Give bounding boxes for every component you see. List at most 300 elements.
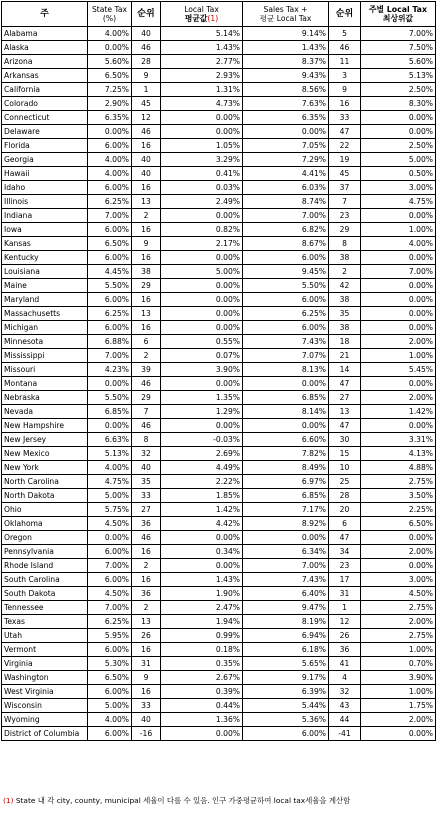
cell-max-local-tax: 2.50% — [361, 139, 436, 153]
cell-state: Arkansas — [2, 69, 88, 83]
cell-state: Oklahoma — [2, 517, 88, 531]
header-local-tax-note: (1) — [207, 14, 219, 23]
table-row — [2, 615, 436, 629]
cell-local-tax: 0.55% — [161, 335, 243, 349]
cell-local-tax: 0.00% — [161, 209, 243, 223]
cell-combined-tax: 7.43% — [243, 573, 329, 587]
cell-rank: 29 — [132, 279, 161, 293]
cell-max-local-tax: 1.00% — [361, 349, 436, 363]
cell-combined-tax: 6.82% — [243, 223, 329, 237]
cell-combined-rank: 47 — [329, 125, 361, 139]
cell-rank: 2 — [132, 349, 161, 363]
table-row — [2, 321, 436, 335]
cell-rank: 1 — [132, 83, 161, 97]
table-row — [2, 433, 436, 447]
cell-state: Iowa — [2, 223, 88, 237]
cell-combined-tax: 0.00% — [243, 125, 329, 139]
cell-state: New Hampshire — [2, 419, 88, 433]
cell-local-tax: 0.00% — [161, 251, 243, 265]
cell-state: Alaska — [2, 41, 88, 55]
cell-local-tax: 0.00% — [161, 307, 243, 321]
cell-combined-tax: 6.25% — [243, 307, 329, 321]
cell-combined-tax: 6.94% — [243, 629, 329, 643]
cell-state-tax: 6.50% — [88, 237, 132, 251]
cell-combined-tax: 6.85% — [243, 489, 329, 503]
cell-combined-tax: 8.74% — [243, 195, 329, 209]
cell-state-tax: 4.50% — [88, 587, 132, 601]
cell-combined-rank: 26 — [329, 629, 361, 643]
table-row — [2, 139, 436, 153]
header-local-tax — [161, 2, 243, 27]
cell-combined-tax: 7.29% — [243, 153, 329, 167]
cell-combined-tax: 6.00% — [243, 251, 329, 265]
cell-combined-rank: 16 — [329, 97, 361, 111]
cell-combined-tax: 5.50% — [243, 279, 329, 293]
cell-state-tax: 0.00% — [88, 531, 132, 545]
table-row — [2, 83, 436, 97]
cell-max-local-tax: 5.13% — [361, 69, 436, 83]
header-rank: 순위 — [132, 2, 161, 27]
cell-max-local-tax: 2.75% — [361, 475, 436, 489]
cell-combined-tax: 5.36% — [243, 713, 329, 727]
cell-local-tax: 2.93% — [161, 69, 243, 83]
table-row — [2, 685, 436, 699]
cell-rank: 9 — [132, 671, 161, 685]
table-row — [2, 55, 436, 69]
cell-combined-tax: 7.00% — [243, 559, 329, 573]
cell-combined-tax: 7.82% — [243, 447, 329, 461]
cell-state: Georgia — [2, 153, 88, 167]
cell-rank: 16 — [132, 545, 161, 559]
cell-state: Rhode Island — [2, 559, 88, 573]
cell-combined-rank: 13 — [329, 405, 361, 419]
cell-combined-rank: 46 — [329, 41, 361, 55]
cell-max-local-tax: 6.50% — [361, 517, 436, 531]
cell-max-local-tax: 1.00% — [361, 685, 436, 699]
cell-state-tax: 6.00% — [88, 223, 132, 237]
header-row — [2, 2, 436, 27]
cell-rank: 38 — [132, 265, 161, 279]
cell-state: Arizona — [2, 55, 88, 69]
cell-rank: 40 — [132, 153, 161, 167]
cell-combined-tax: 9.43% — [243, 69, 329, 83]
cell-local-tax: 2.47% — [161, 601, 243, 615]
cell-max-local-tax: 0.00% — [361, 209, 436, 223]
cell-combined-tax: 6.00% — [243, 727, 329, 741]
cell-state-tax: 6.25% — [88, 615, 132, 629]
table-row — [2, 475, 436, 489]
cell-state: Colorado — [2, 97, 88, 111]
table-row — [2, 125, 436, 139]
cell-rank: 13 — [132, 195, 161, 209]
cell-combined-rank: 23 — [329, 209, 361, 223]
cell-local-tax: 5.00% — [161, 265, 243, 279]
cell-local-tax: 1.05% — [161, 139, 243, 153]
cell-rank: 46 — [132, 41, 161, 55]
cell-local-tax: 4.49% — [161, 461, 243, 475]
cell-combined-tax: 6.60% — [243, 433, 329, 447]
cell-state-tax: 0.00% — [88, 377, 132, 391]
header-max-local-line1: 주별 Local Tax — [369, 5, 427, 14]
cell-local-tax: 1.90% — [161, 587, 243, 601]
table-row — [2, 461, 436, 475]
table-row — [2, 559, 436, 573]
cell-combined-tax: 8.13% — [243, 363, 329, 377]
cell-local-tax: 1.35% — [161, 391, 243, 405]
cell-max-local-tax: 7.50% — [361, 41, 436, 55]
cell-rank: 27 — [132, 503, 161, 517]
cell-state: Alabama — [2, 27, 88, 41]
cell-max-local-tax: 4.88% — [361, 461, 436, 475]
cell-rank: 36 — [132, 587, 161, 601]
cell-combined-tax: 6.03% — [243, 181, 329, 195]
cell-state-tax: 5.50% — [88, 391, 132, 405]
cell-local-tax: 1.29% — [161, 405, 243, 419]
table-row — [2, 195, 436, 209]
table-row — [2, 657, 436, 671]
cell-rank: 32 — [132, 447, 161, 461]
cell-combined-tax: 7.00% — [243, 209, 329, 223]
cell-state-tax: 5.95% — [88, 629, 132, 643]
cell-combined-tax: 6.85% — [243, 391, 329, 405]
cell-rank: -16 — [132, 727, 161, 741]
cell-state: Pennsylvania — [2, 545, 88, 559]
cell-local-tax: 1.43% — [161, 573, 243, 587]
table-row — [2, 223, 436, 237]
cell-rank: 46 — [132, 125, 161, 139]
cell-state: Washington — [2, 671, 88, 685]
cell-state: North Dakota — [2, 489, 88, 503]
cell-max-local-tax: 2.00% — [361, 713, 436, 727]
table-row — [2, 251, 436, 265]
cell-combined-rank: 23 — [329, 559, 361, 573]
table-row — [2, 699, 436, 713]
cell-state-tax: 5.75% — [88, 503, 132, 517]
cell-max-local-tax: 0.00% — [361, 531, 436, 545]
cell-combined-rank: 7 — [329, 195, 361, 209]
cell-combined-tax: 5.44% — [243, 699, 329, 713]
header-max-local — [361, 2, 436, 27]
cell-local-tax: 0.00% — [161, 125, 243, 139]
cell-state-tax: 7.00% — [88, 601, 132, 615]
cell-local-tax: 0.00% — [161, 321, 243, 335]
cell-combined-tax: 6.39% — [243, 685, 329, 699]
cell-combined-rank: 17 — [329, 573, 361, 587]
cell-max-local-tax: 0.00% — [361, 559, 436, 573]
table-row — [2, 27, 436, 41]
cell-rank: 36 — [132, 517, 161, 531]
cell-combined-tax: 6.35% — [243, 111, 329, 125]
cell-state-tax: 6.00% — [88, 321, 132, 335]
cell-state-tax: 5.60% — [88, 55, 132, 69]
cell-combined-tax: 6.97% — [243, 475, 329, 489]
cell-max-local-tax: 0.00% — [361, 419, 436, 433]
header-local-tax-line1: Local Tax — [184, 5, 219, 14]
cell-rank: 46 — [132, 531, 161, 545]
cell-state-tax: 2.90% — [88, 97, 132, 111]
cell-state-tax: 7.00% — [88, 209, 132, 223]
cell-combined-rank: 9 — [329, 83, 361, 97]
cell-state-tax: 6.00% — [88, 727, 132, 741]
table-row — [2, 531, 436, 545]
cell-combined-tax: 6.00% — [243, 321, 329, 335]
cell-state: West Virginia — [2, 685, 88, 699]
cell-state-tax: 0.00% — [88, 419, 132, 433]
cell-local-tax: 0.00% — [161, 111, 243, 125]
cell-combined-tax: 7.05% — [243, 139, 329, 153]
cell-rank: 6 — [132, 335, 161, 349]
cell-local-tax: 4.73% — [161, 97, 243, 111]
cell-local-tax: 2.67% — [161, 671, 243, 685]
cell-combined-tax: 9.14% — [243, 27, 329, 41]
cell-local-tax: 0.00% — [161, 727, 243, 741]
cell-state-tax: 4.00% — [88, 27, 132, 41]
cell-local-tax: 0.44% — [161, 699, 243, 713]
cell-rank: 40 — [132, 167, 161, 181]
cell-combined-rank: 38 — [329, 321, 361, 335]
cell-state-tax: 6.00% — [88, 251, 132, 265]
cell-state-tax: 4.00% — [88, 461, 132, 475]
cell-rank: 16 — [132, 223, 161, 237]
cell-state-tax: 6.00% — [88, 139, 132, 153]
cell-state: Nebraska — [2, 391, 88, 405]
cell-max-local-tax: 5.00% — [361, 153, 436, 167]
cell-combined-rank: 21 — [329, 349, 361, 363]
footnote — [3, 795, 350, 806]
cell-local-tax: 0.39% — [161, 685, 243, 699]
cell-local-tax: 1.42% — [161, 503, 243, 517]
cell-local-tax: 0.00% — [161, 293, 243, 307]
cell-local-tax: 2.22% — [161, 475, 243, 489]
cell-state: Mississippi — [2, 349, 88, 363]
cell-state-tax: 4.45% — [88, 265, 132, 279]
sales-tax-table — [1, 1, 436, 741]
cell-combined-tax: 8.92% — [243, 517, 329, 531]
cell-combined-rank: 4 — [329, 671, 361, 685]
cell-local-tax: 4.42% — [161, 517, 243, 531]
cell-rank: 8 — [132, 433, 161, 447]
cell-max-local-tax: 2.00% — [361, 545, 436, 559]
cell-rank: 16 — [132, 181, 161, 195]
table-row — [2, 111, 436, 125]
cell-combined-rank: 37 — [329, 181, 361, 195]
cell-max-local-tax: 5.60% — [361, 55, 436, 69]
header-sales-plus-local-line2: 평균 Local Tax — [259, 14, 312, 23]
table-row — [2, 727, 436, 741]
cell-combined-tax: 9.45% — [243, 265, 329, 279]
table-row — [2, 97, 436, 111]
cell-state: Idaho — [2, 181, 88, 195]
cell-combined-rank: 6 — [329, 517, 361, 531]
cell-state-tax: 6.63% — [88, 433, 132, 447]
cell-combined-rank: 38 — [329, 251, 361, 265]
cell-max-local-tax: 3.31% — [361, 433, 436, 447]
cell-state: New Jersey — [2, 433, 88, 447]
cell-max-local-tax: 0.00% — [361, 321, 436, 335]
cell-state: Minnesota — [2, 335, 88, 349]
cell-state: Kansas — [2, 237, 88, 251]
cell-state: Nevada — [2, 405, 88, 419]
cell-max-local-tax: 1.00% — [361, 643, 436, 657]
cell-combined-rank: 2 — [329, 265, 361, 279]
cell-state: Texas — [2, 615, 88, 629]
table-row — [2, 363, 436, 377]
cell-rank: 40 — [132, 713, 161, 727]
cell-combined-rank: 18 — [329, 335, 361, 349]
cell-rank: 16 — [132, 251, 161, 265]
cell-local-tax: 1.36% — [161, 713, 243, 727]
cell-combined-rank: 25 — [329, 475, 361, 489]
cell-combined-rank: 42 — [329, 279, 361, 293]
cell-max-local-tax: 2.75% — [361, 629, 436, 643]
cell-max-local-tax: 4.75% — [361, 195, 436, 209]
cell-rank: 33 — [132, 489, 161, 503]
cell-state-tax: 6.25% — [88, 307, 132, 321]
cell-max-local-tax: 0.00% — [361, 727, 436, 741]
cell-rank: 39 — [132, 363, 161, 377]
cell-state-tax: 5.30% — [88, 657, 132, 671]
cell-combined-tax: 8.67% — [243, 237, 329, 251]
table-row — [2, 391, 436, 405]
cell-combined-rank: 44 — [329, 713, 361, 727]
cell-local-tax: 0.03% — [161, 181, 243, 195]
cell-state: Delaware — [2, 125, 88, 139]
header-rank-combined: 순위 — [329, 2, 361, 27]
cell-state: District of Columbia — [2, 727, 88, 741]
table-row — [2, 447, 436, 461]
cell-combined-rank: 14 — [329, 363, 361, 377]
cell-combined-rank: -41 — [329, 727, 361, 741]
table-row — [2, 489, 436, 503]
cell-state-tax: 7.25% — [88, 83, 132, 97]
cell-combined-tax: 6.18% — [243, 643, 329, 657]
cell-state: Maryland — [2, 293, 88, 307]
cell-combined-rank: 10 — [329, 461, 361, 475]
header-local-tax-line2: 평균값 — [184, 14, 208, 23]
table-row — [2, 671, 436, 685]
cell-state: Ohio — [2, 503, 88, 517]
cell-local-tax: 0.82% — [161, 223, 243, 237]
cell-state-tax: 5.50% — [88, 279, 132, 293]
table-row — [2, 279, 436, 293]
cell-rank: 16 — [132, 643, 161, 657]
cell-combined-rank: 30 — [329, 433, 361, 447]
cell-rank: 2 — [132, 209, 161, 223]
cell-rank: 13 — [132, 307, 161, 321]
cell-combined-rank: 47 — [329, 531, 361, 545]
cell-max-local-tax: 4.50% — [361, 587, 436, 601]
cell-local-tax: 1.31% — [161, 83, 243, 97]
cell-local-tax: 0.00% — [161, 377, 243, 391]
table-row — [2, 405, 436, 419]
cell-combined-rank: 31 — [329, 587, 361, 601]
cell-combined-rank: 15 — [329, 447, 361, 461]
cell-combined-rank: 47 — [329, 419, 361, 433]
header-state-tax — [88, 2, 132, 27]
table-body — [2, 27, 436, 741]
table-row — [2, 265, 436, 279]
cell-state-tax: 6.50% — [88, 69, 132, 83]
cell-state-tax: 5.13% — [88, 447, 132, 461]
cell-max-local-tax: 0.00% — [361, 251, 436, 265]
cell-state-tax: 4.50% — [88, 517, 132, 531]
cell-rank: 7 — [132, 405, 161, 419]
cell-combined-tax: 4.41% — [243, 167, 329, 181]
cell-local-tax: 2.49% — [161, 195, 243, 209]
cell-state: Missouri — [2, 363, 88, 377]
cell-combined-rank: 32 — [329, 685, 361, 699]
cell-local-tax: 0.41% — [161, 167, 243, 181]
cell-state-tax: 0.00% — [88, 41, 132, 55]
cell-max-local-tax: 7.00% — [361, 27, 436, 41]
cell-rank: 35 — [132, 475, 161, 489]
cell-rank: 45 — [132, 97, 161, 111]
table-row — [2, 349, 436, 363]
cell-local-tax: 0.99% — [161, 629, 243, 643]
cell-state-tax: 5.00% — [88, 699, 132, 713]
cell-rank: 13 — [132, 615, 161, 629]
cell-max-local-tax: 0.50% — [361, 167, 436, 181]
cell-state: South Dakota — [2, 587, 88, 601]
cell-local-tax: 0.18% — [161, 643, 243, 657]
cell-max-local-tax: 3.50% — [361, 489, 436, 503]
table-row — [2, 601, 436, 615]
cell-max-local-tax: 5.45% — [361, 363, 436, 377]
cell-state: New York — [2, 461, 88, 475]
cell-max-local-tax: 2.00% — [361, 391, 436, 405]
cell-rank: 9 — [132, 237, 161, 251]
cell-local-tax: 0.07% — [161, 349, 243, 363]
cell-state: Oregon — [2, 531, 88, 545]
cell-state-tax: 4.23% — [88, 363, 132, 377]
cell-combined-tax: 0.00% — [243, 531, 329, 545]
table-row — [2, 517, 436, 531]
cell-local-tax: 2.69% — [161, 447, 243, 461]
table-row — [2, 377, 436, 391]
cell-combined-rank: 19 — [329, 153, 361, 167]
cell-combined-tax: 8.56% — [243, 83, 329, 97]
cell-state: Wyoming — [2, 713, 88, 727]
header-max-local-line2: 최상위값 — [382, 14, 414, 23]
table-row — [2, 307, 436, 321]
cell-local-tax: 1.43% — [161, 41, 243, 55]
cell-rank: 9 — [132, 69, 161, 83]
cell-state: Massachusetts — [2, 307, 88, 321]
cell-max-local-tax: 0.00% — [361, 307, 436, 321]
cell-combined-tax: 7.43% — [243, 335, 329, 349]
cell-state-tax: 4.75% — [88, 475, 132, 489]
cell-combined-rank: 22 — [329, 139, 361, 153]
cell-state-tax: 5.00% — [88, 489, 132, 503]
cell-max-local-tax: 4.00% — [361, 237, 436, 251]
cell-rank: 16 — [132, 321, 161, 335]
cell-max-local-tax: 4.13% — [361, 447, 436, 461]
cell-combined-rank: 3 — [329, 69, 361, 83]
cell-state-tax: 4.00% — [88, 153, 132, 167]
table-row — [2, 573, 436, 587]
cell-combined-tax: 8.37% — [243, 55, 329, 69]
table-row — [2, 293, 436, 307]
cell-combined-rank: 41 — [329, 657, 361, 671]
cell-max-local-tax: 1.42% — [361, 405, 436, 419]
table-row — [2, 629, 436, 643]
cell-state: New Mexico — [2, 447, 88, 461]
cell-state: South Carolina — [2, 573, 88, 587]
cell-state: Illinois — [2, 195, 88, 209]
cell-combined-rank: 5 — [329, 27, 361, 41]
cell-combined-rank: 45 — [329, 167, 361, 181]
cell-combined-rank: 29 — [329, 223, 361, 237]
